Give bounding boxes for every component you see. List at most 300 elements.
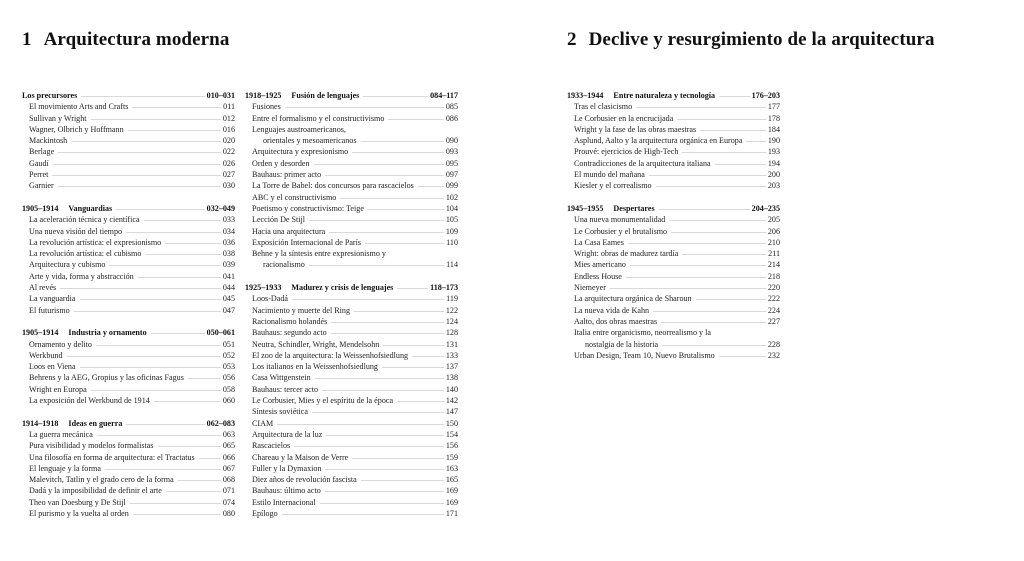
- toc-entry[interactable]: [245, 158, 458, 169]
- leader-line: [368, 209, 444, 210]
- toc-entry[interactable]: [245, 180, 458, 191]
- toc-entry[interactable]: [245, 226, 458, 237]
- toc-entry-page: 206: [767, 226, 780, 236]
- toc-entry-label: Berlage: [29, 147, 55, 157]
- toc-entry[interactable]: [22, 101, 235, 112]
- toc-entry-page: 124: [445, 316, 458, 326]
- toc-entry-label: La revolución artística: el expresionismo: [29, 237, 162, 247]
- section-heading[interactable]: [22, 203, 235, 214]
- toc-entry-label: Racionalismo holandés: [252, 316, 328, 326]
- toc-entry[interactable]: [567, 146, 780, 157]
- toc-entry-label: El movimiento Arts and Crafts: [29, 102, 129, 112]
- section-title: Ideas en guerra: [68, 418, 123, 428]
- toc-entry[interactable]: [245, 485, 458, 496]
- toc-entry[interactable]: [245, 440, 458, 451]
- leader-line: [340, 198, 444, 199]
- leader-line: [630, 265, 766, 266]
- toc-entry-label: Una nueva visión del tiempo: [29, 226, 123, 236]
- toc-entry[interactable]: [245, 237, 458, 248]
- toc-entry-page: 099: [445, 181, 458, 191]
- toc-entry[interactable]: [22, 350, 235, 361]
- toc-entry[interactable]: [245, 361, 458, 372]
- leader-line: [80, 367, 221, 368]
- toc-entry[interactable]: [22, 214, 235, 225]
- toc-entry[interactable]: [567, 113, 780, 124]
- toc-entry-page: 177: [767, 102, 780, 112]
- toc-entry[interactable]: [567, 237, 780, 248]
- toc-entry-label: La arquitectura orgánica de Sharoun: [574, 294, 692, 304]
- leader-line: [277, 424, 444, 425]
- toc-entry[interactable]: [22, 339, 235, 350]
- toc-entry[interactable]: [245, 248, 458, 259]
- toc-entry[interactable]: [245, 452, 458, 463]
- toc-entry-page: 138: [445, 373, 458, 383]
- toc-entry-label: Gaudí: [29, 158, 49, 168]
- toc-entry-label: Bauhaus: último acto: [252, 486, 321, 496]
- toc-entry[interactable]: [22, 452, 235, 463]
- toc-entry[interactable]: [22, 282, 235, 293]
- toc-entry-page: 228: [767, 339, 780, 349]
- toc-entry-label: Ornamento y delito: [29, 339, 92, 349]
- toc-entry[interactable]: [22, 361, 235, 372]
- toc-column-1: [22, 90, 235, 531]
- section-heading-label: [567, 203, 657, 214]
- toc-section: [245, 282, 458, 519]
- leader-line: [91, 119, 221, 120]
- toc-entry-page: 071: [222, 486, 235, 496]
- toc-entry-label: La revolución artística: el cubismo: [29, 249, 142, 259]
- toc-entry-label: Arquitectura de la luz: [252, 429, 323, 439]
- leader-line: [58, 152, 221, 153]
- section-page-range: 084–117: [430, 91, 458, 100]
- toc-entry-label: Contradicciones de la arquitectura italiana: [574, 158, 711, 168]
- leader-line: [331, 333, 444, 334]
- section-heading[interactable]: [567, 90, 780, 101]
- toc-entry[interactable]: [22, 237, 235, 248]
- toc-entry-label: La nueva vida de Kahn: [574, 305, 650, 315]
- section-years: 1918–1925: [245, 91, 282, 100]
- toc-entry[interactable]: [22, 372, 235, 383]
- toc-entry[interactable]: [245, 124, 458, 135]
- leader-line: [352, 152, 444, 153]
- leader-line: [109, 265, 220, 266]
- toc-entry-page: 030: [222, 181, 235, 191]
- leader-line: [292, 299, 444, 300]
- section-heading[interactable]: [245, 282, 458, 293]
- leader-line: [363, 96, 428, 97]
- toc-entry-label: racionalismo: [263, 260, 305, 270]
- toc-entry-page: 053: [222, 362, 235, 372]
- section-years: 1905–1914: [22, 203, 59, 213]
- leader-line: [682, 254, 766, 255]
- toc-section: [22, 203, 235, 316]
- toc-entry[interactable]: [22, 135, 235, 146]
- leader-line: [331, 322, 444, 323]
- leader-line: [53, 164, 221, 165]
- toc-entry-label: Lección De Stijl: [252, 215, 306, 225]
- toc-entry[interactable]: [245, 146, 458, 157]
- toc-entry-label: Bauhaus: segundo acto: [252, 328, 327, 338]
- toc-entry-label: Wright: obras de madurez tardía: [574, 249, 679, 259]
- leader-line: [128, 130, 221, 131]
- leader-line: [58, 186, 221, 187]
- toc-entry[interactable]: [245, 169, 458, 180]
- leader-line: [329, 232, 444, 233]
- toc-entry-label: Niemeyer: [574, 283, 606, 293]
- toc-entry-page: 193: [767, 147, 780, 157]
- toc-entry-page: 171: [445, 508, 458, 518]
- toc-entry-page: 194: [767, 158, 780, 168]
- toc-entry-page: 022: [222, 147, 235, 157]
- toc-entry[interactable]: [567, 124, 780, 135]
- leader-line: [649, 175, 766, 176]
- leader-line: [662, 345, 766, 346]
- section-title: Entre naturaleza y tecnología: [613, 91, 716, 100]
- section-title: Vanguardias: [68, 203, 113, 213]
- toc-entry-label: Hacia una arquitectura: [252, 226, 326, 236]
- toc-entry[interactable]: [245, 339, 458, 350]
- toc-entry-label: Bauhaus: tercer acto: [252, 384, 319, 394]
- toc-entry-label: Lenguajes austroamericanos,: [252, 124, 346, 134]
- toc-entry[interactable]: [567, 169, 780, 180]
- toc-entry[interactable]: [245, 395, 458, 406]
- leader-line: [126, 232, 221, 233]
- toc-section: [22, 90, 235, 192]
- toc-entry[interactable]: [245, 463, 458, 474]
- section-page-range: 118–173: [430, 283, 458, 293]
- toc-entry-page: 065: [222, 441, 235, 451]
- toc-entry-label: Asplund, Aalto y la arquitectura orgánica en Europa: [574, 136, 743, 146]
- toc-entry-page: 163: [445, 463, 458, 473]
- toc-entry[interactable]: [22, 384, 235, 395]
- toc-entry-page: 131: [445, 339, 458, 349]
- toc-entry[interactable]: [567, 101, 780, 112]
- section-heading[interactable]: [245, 90, 458, 101]
- section-heading-label: [22, 327, 149, 338]
- toc-entry[interactable]: [245, 192, 458, 203]
- toc-entry-page: 056: [222, 373, 235, 383]
- toc-entry-page: 232: [767, 350, 780, 360]
- toc-entry[interactable]: [567, 248, 780, 259]
- leader-line: [138, 277, 221, 278]
- toc-entry-page: 105: [445, 215, 458, 225]
- toc-entry-label: Perret: [29, 170, 49, 180]
- section-title: Fusión de lenguajes: [291, 91, 360, 100]
- toc-entry[interactable]: [245, 327, 458, 338]
- toc-entry[interactable]: [245, 203, 458, 214]
- section-heading-label: [245, 90, 361, 101]
- toc-entry-page: 020: [222, 136, 235, 146]
- toc-entry-label: Estilo Internacional: [252, 497, 316, 507]
- toc-entry[interactable]: [245, 101, 458, 112]
- toc-entry-page: 222: [767, 294, 780, 304]
- toc-entry[interactable]: [22, 293, 235, 304]
- toc-column-2: [245, 90, 458, 531]
- toc-entry-page: 142: [445, 396, 458, 406]
- toc-entry-page: 205: [767, 215, 780, 225]
- leader-line: [365, 243, 444, 244]
- toc-entry-page: 227: [767, 316, 780, 326]
- toc-entry-page: 210: [767, 237, 780, 247]
- toc-entry-page: 034: [222, 226, 235, 236]
- toc-entry-label: Dadá y la imposibilidad de definir el arte: [29, 486, 162, 496]
- toc-entry[interactable]: [245, 372, 458, 383]
- leader-line: [81, 96, 204, 97]
- toc-entry-label: Una filosofía en forma de arquitectura: el Tractatus: [29, 452, 195, 462]
- toc-entry-label: nostalgia de la historia: [585, 339, 659, 349]
- leader-line: [682, 152, 765, 153]
- toc-entry-page: 218: [767, 271, 780, 281]
- leader-line: [309, 265, 444, 266]
- toc-entry[interactable]: [567, 214, 780, 225]
- toc-entry[interactable]: [22, 463, 235, 474]
- toc-entry[interactable]: [245, 293, 458, 304]
- leader-line: [166, 491, 221, 492]
- leader-line: [71, 141, 221, 142]
- toc-entry-page: 137: [445, 362, 458, 372]
- leader-line: [628, 243, 766, 244]
- toc-section: [567, 203, 780, 361]
- toc-entry-page: 051: [222, 339, 235, 349]
- toc-entry-page: 128: [445, 328, 458, 338]
- toc-entry[interactable]: [245, 135, 458, 146]
- toc-entry[interactable]: [567, 293, 780, 304]
- toc-entry-page: 052: [222, 350, 235, 360]
- leader-line: [52, 175, 221, 176]
- section-years: 1905–1914: [22, 328, 59, 338]
- toc-entry-label: Mies americano: [574, 260, 626, 270]
- leader-line: [719, 96, 750, 97]
- leader-line: [158, 446, 221, 447]
- toc-entry[interactable]: [22, 124, 235, 135]
- leader-line: [314, 164, 444, 165]
- leader-line: [105, 469, 221, 470]
- toc-entry[interactable]: [22, 158, 235, 169]
- leader-line: [325, 175, 444, 176]
- toc-entry-page: 159: [445, 452, 458, 462]
- section-heading[interactable]: [567, 203, 780, 214]
- leader-line: [626, 277, 766, 278]
- toc-entry-page: 066: [222, 452, 235, 462]
- toc-entry[interactable]: [245, 259, 458, 270]
- toc-entry-page: 154: [445, 429, 458, 439]
- leader-line: [178, 480, 221, 481]
- toc-entry-page: 041: [222, 271, 235, 281]
- toc-entry-page: 184: [767, 124, 780, 134]
- toc-entry[interactable]: [22, 248, 235, 259]
- toc-entry-page: 036: [222, 237, 235, 247]
- toc-entry[interactable]: [567, 339, 780, 350]
- toc-entry-label: CIAM: [252, 418, 274, 428]
- section-title: Despertares: [613, 203, 655, 213]
- section-page-range: 010–031: [206, 91, 235, 100]
- toc-entry-page: 093: [445, 147, 458, 157]
- section-years: 1933–1944: [567, 91, 604, 100]
- toc-entry-label: Le Corbusier y el brutalismo: [574, 226, 668, 236]
- toc-entry-label: Bauhaus: primer acto: [252, 170, 322, 180]
- leader-line: [151, 333, 205, 334]
- toc-entry[interactable]: [245, 305, 458, 316]
- toc-entry[interactable]: [22, 113, 235, 124]
- toc-entry-page: 169: [445, 497, 458, 507]
- leader-line: [382, 367, 444, 368]
- toc-entry[interactable]: [567, 305, 780, 316]
- toc-entry[interactable]: [567, 180, 780, 191]
- toc-entry[interactable]: [567, 259, 780, 270]
- toc-entry-label: Los italianos en la Weissenhofsiedlung: [252, 362, 378, 372]
- section-heading[interactable]: [22, 90, 235, 101]
- toc-entry-label: Pura visibilidad y modelos formalistas: [29, 441, 154, 451]
- leader-line: [144, 220, 221, 221]
- toc-entry-label: Nacimiento y muerte del Ring: [252, 305, 350, 315]
- toc-entry[interactable]: [22, 429, 235, 440]
- toc-entry-page: 110: [446, 237, 458, 247]
- toc-entry[interactable]: [245, 474, 458, 485]
- toc-entry[interactable]: [245, 406, 458, 417]
- leader-line: [154, 401, 221, 402]
- toc-entry[interactable]: [567, 327, 780, 338]
- toc-entry[interactable]: [22, 305, 235, 316]
- toc-entry[interactable]: [22, 508, 235, 519]
- section-years: 1914–1918: [22, 418, 59, 428]
- leader-line: [661, 322, 766, 323]
- toc-section: [22, 418, 235, 520]
- leader-line: [719, 356, 766, 357]
- toc-entry[interactable]: [245, 350, 458, 361]
- leader-line: [354, 311, 444, 312]
- toc-entry[interactable]: [567, 282, 780, 293]
- toc-entry-page: 203: [767, 181, 780, 191]
- toc-entry-label: Italia entre organicismo, neorrealismo y la: [574, 328, 711, 338]
- section-years: 1925–1933: [245, 283, 282, 293]
- toc-entry[interactable]: [245, 384, 458, 395]
- section-title: Industria y ornamento: [68, 328, 147, 338]
- toc-entry-label: La guerra mecánica: [29, 429, 93, 439]
- toc-entry[interactable]: [22, 169, 235, 180]
- toc-entry-label: El purismo y la vuelta al orden: [29, 508, 129, 518]
- leader-line: [315, 378, 444, 379]
- chapter-number: 2: [567, 29, 577, 50]
- toc-entry-page: 045: [222, 294, 235, 304]
- leader-line: [130, 503, 221, 504]
- toc-entry-page: 109: [445, 226, 458, 236]
- toc-entry-page: 044: [222, 283, 235, 293]
- toc-entry-label: Behne y la síntesis entre expresionismo y: [252, 249, 386, 259]
- toc-entry-label: ABC y el constructivismo: [252, 192, 337, 202]
- toc-entry-label: Le Corbusier, Mies y el espíritu de la época: [252, 396, 394, 406]
- leader-line: [397, 401, 444, 402]
- toc-entry-page: 169: [445, 486, 458, 496]
- toc-entry[interactable]: [567, 226, 780, 237]
- toc-entry[interactable]: [245, 418, 458, 429]
- toc-entry-page: 095: [445, 158, 458, 168]
- section-page-range: 176–203: [751, 91, 780, 100]
- toc-entry-page: 074: [222, 497, 235, 507]
- chapter-2-title: [567, 29, 935, 51]
- toc-entry-label: Casa Wittgenstein: [252, 373, 311, 383]
- leader-line: [361, 141, 444, 142]
- toc-entry-page: 150: [445, 418, 458, 428]
- toc-entry[interactable]: [567, 350, 780, 361]
- toc-entry[interactable]: [567, 158, 780, 169]
- toc-entry-page: 067: [222, 463, 235, 473]
- toc-entry-page: 156: [445, 441, 458, 451]
- toc-entry-label: Entre el formalismo y el constructivismo: [252, 113, 385, 123]
- leader-line: [145, 254, 220, 255]
- leader-line: [80, 299, 221, 300]
- toc-entry[interactable]: [22, 497, 235, 508]
- toc-entry[interactable]: [22, 146, 235, 157]
- section-heading[interactable]: [22, 327, 235, 338]
- leader-line: [322, 390, 444, 391]
- toc-entry[interactable]: [567, 271, 780, 282]
- chapter-1-title: [22, 29, 229, 51]
- toc-entry-label: Exposición Internacional de París: [252, 237, 362, 247]
- toc-entry-label: El mundo del mañana: [574, 170, 645, 180]
- toc-entry[interactable]: [22, 474, 235, 485]
- toc-entry[interactable]: [245, 497, 458, 508]
- toc-entry[interactable]: [22, 440, 235, 451]
- toc-entry[interactable]: [567, 135, 780, 146]
- toc-entry[interactable]: [22, 259, 235, 270]
- leader-line: [199, 458, 221, 459]
- toc-entry-label: La Casa Eames: [574, 237, 624, 247]
- toc-entry[interactable]: [22, 226, 235, 237]
- toc-entry[interactable]: [22, 180, 235, 191]
- toc-entry[interactable]: [22, 395, 235, 406]
- toc-entry-label: Prouvé: ejercicios de High-Tech: [574, 147, 679, 157]
- toc-entry-page: 026: [222, 158, 235, 168]
- leader-line: [361, 480, 444, 481]
- toc-entry[interactable]: [22, 485, 235, 496]
- toc-entry-label: Fuller y la Dymaxion: [252, 463, 322, 473]
- toc-section: [245, 90, 458, 271]
- toc-entry[interactable]: [245, 316, 458, 327]
- toc-entry[interactable]: [245, 214, 458, 225]
- toc-entry-page: 086: [445, 113, 458, 123]
- section-page-range: 050–061: [206, 328, 235, 338]
- toc-entry-label: Poetismo y constructivismo: Teige: [252, 203, 364, 213]
- toc-entry-label: Una nueva monumentalidad: [574, 215, 666, 225]
- leader-line: [285, 107, 444, 108]
- toc-entry[interactable]: [245, 508, 458, 519]
- toc-entry-page: 224: [767, 305, 780, 315]
- toc-entry-label: Rascacielos: [252, 441, 291, 451]
- toc-entry-label: Neutra, Schindler, Wright, Mendelsohn: [252, 339, 380, 349]
- chapter-title-text: Arquitectura moderna: [43, 29, 230, 50]
- toc-entry[interactable]: [245, 113, 458, 124]
- section-heading[interactable]: [22, 418, 235, 429]
- toc-entry[interactable]: [22, 271, 235, 282]
- toc-entry-page: 012: [222, 113, 235, 123]
- leader-line: [91, 390, 221, 391]
- toc-entry-page: 140: [445, 384, 458, 394]
- leader-line: [653, 311, 766, 312]
- toc-entry-label: Arte y vida, forma y abstracción: [29, 271, 134, 281]
- section-page-range: 032–049: [206, 203, 235, 213]
- toc-column-3: [567, 90, 780, 372]
- toc-entry-label: Garnier: [29, 181, 54, 191]
- toc-entry-page: 220: [767, 283, 780, 293]
- toc-entry[interactable]: [567, 316, 780, 327]
- leader-line: [132, 107, 221, 108]
- chapter-title-text: Declive y resurgimiento de la arquitectura: [588, 29, 935, 50]
- leader-line: [388, 119, 443, 120]
- toc-entry-label: Urban Design, Team 10, Nuevo Brutalismo: [574, 350, 715, 360]
- leader-line: [309, 220, 444, 221]
- toc-entry-page: 038: [222, 249, 235, 259]
- toc-entry[interactable]: [245, 429, 458, 440]
